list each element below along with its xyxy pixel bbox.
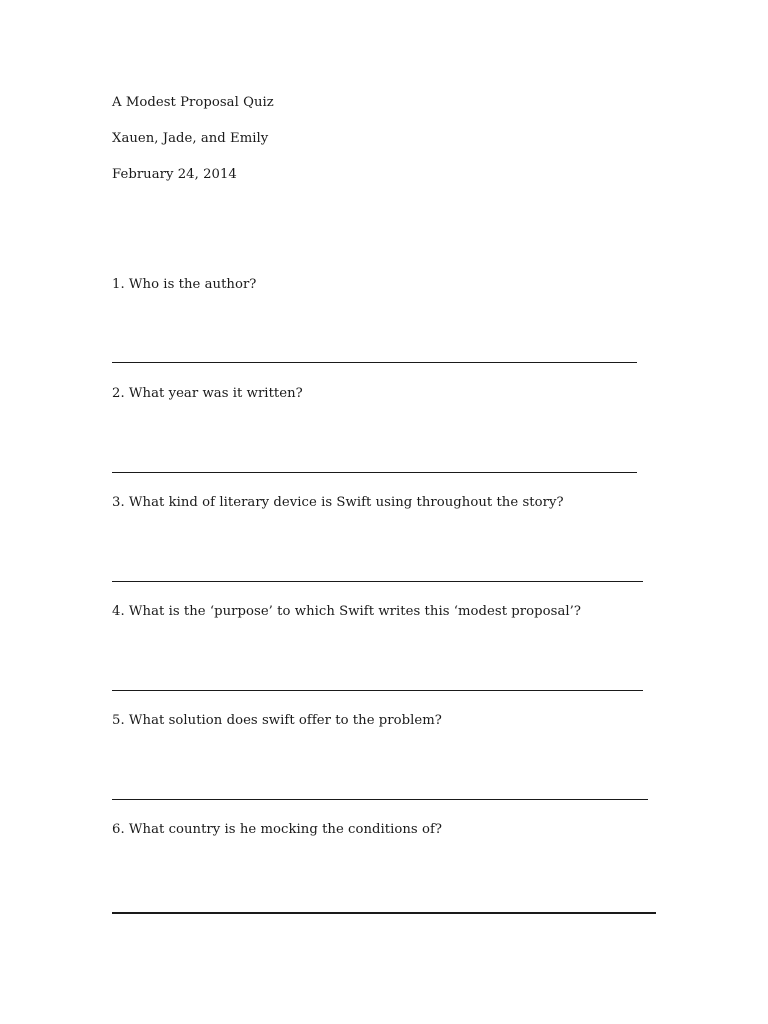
quiz-title: A Modest Proposal Quiz — [112, 95, 274, 110]
answer-line-5 — [112, 799, 648, 800]
answer-line-2 — [112, 472, 637, 473]
answer-line-1 — [112, 362, 637, 363]
answer-line-4 — [112, 690, 643, 691]
question-6: 6. What country is he mocking the conditions of? — [112, 822, 443, 837]
answer-line-3 — [112, 581, 643, 582]
question-5: 5. What solution does swift offer to the problem? — [112, 713, 442, 728]
quiz-date: February 24, 2014 — [112, 167, 237, 182]
question-1: 1. Who is the author? — [112, 277, 257, 292]
question-2: 2. What year was it written? — [112, 386, 303, 401]
question-3: 3. What kind of literary device is Swift using throughout the story? — [112, 495, 564, 510]
question-4: 4. What is the ‘purpose’ to which Swift writes this ‘modest proposal’? — [112, 604, 581, 619]
quiz-authors: Xauen, Jade, and Emily — [112, 131, 269, 146]
answer-line-6 — [112, 912, 656, 914]
